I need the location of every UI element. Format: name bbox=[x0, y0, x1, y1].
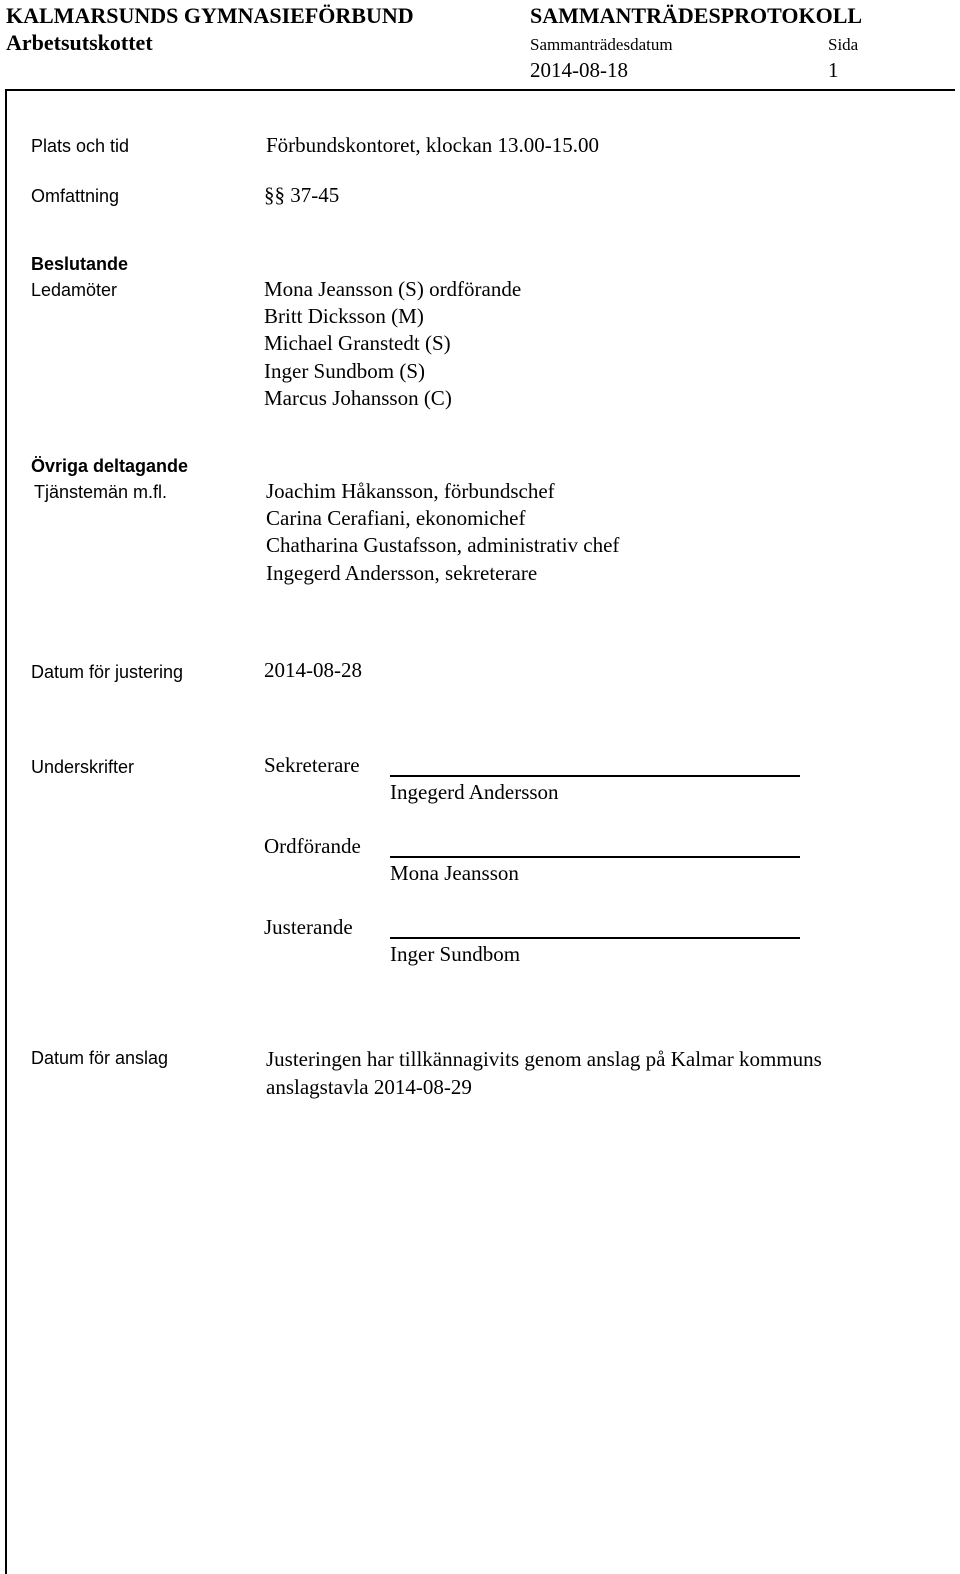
adjustment-date: 2014-08-28 bbox=[264, 658, 362, 682]
signature-role-secretary: Sekreterare bbox=[264, 753, 360, 777]
officials-list bbox=[266, 478, 619, 587]
place-value: Förbundskontoret, klockan 13.00-15.00 bbox=[266, 133, 600, 157]
organization-name: KALMARSUNDS GYMNASIEFÖRBUND bbox=[6, 3, 414, 28]
official-item: Carina Cerafiani, ekonomichef bbox=[266, 506, 526, 531]
member-item: Inger Sundbom (S) bbox=[264, 358, 425, 383]
other-participants-heading: Övriga deltagande bbox=[31, 456, 189, 476]
signature-line bbox=[390, 775, 800, 777]
official-item: Ingegerd Andersson, sekreterare bbox=[266, 560, 538, 585]
signatures-label: Underskrifter bbox=[31, 757, 135, 777]
frame-top-border bbox=[5, 89, 955, 91]
decision-makers-heading: Beslutande bbox=[31, 254, 129, 274]
meeting-date-label: Sammanträdesdatum bbox=[530, 35, 673, 54]
signature-name-adjuster: Inger Sundbom bbox=[390, 942, 521, 966]
member-item: Michael Granstedt (S) bbox=[264, 331, 451, 356]
page-label: Sida bbox=[828, 35, 859, 54]
posting-text bbox=[266, 1045, 822, 1101]
scope-value: §§ 37-45 bbox=[264, 183, 340, 207]
signature-role-chair: Ordförande bbox=[264, 834, 361, 858]
member-item: Mona Jeansson (S) ordförande bbox=[264, 277, 522, 301]
posting-text-line: Justeringen har tillkännagivits genom anslag på Kalmar kommuns bbox=[266, 1047, 822, 1071]
frame-left-border bbox=[5, 89, 7, 1574]
members-label: Ledamöter bbox=[31, 280, 118, 300]
signature-role-adjuster: Justerande bbox=[264, 915, 353, 939]
meeting-date: 2014-08-18 bbox=[530, 58, 628, 82]
signature-name-chair: Mona Jeansson bbox=[390, 861, 519, 885]
official-item: Joachim Håkansson, förbundschef bbox=[266, 479, 555, 503]
officials-label: Tjänstemän m.fl. bbox=[34, 482, 168, 502]
page-number: 1 bbox=[828, 58, 839, 82]
signature-name-secretary: Ingegerd Andersson bbox=[390, 780, 559, 804]
posting-text-line: anslagstavla 2014-08-29 bbox=[266, 1075, 472, 1099]
adjustment-date-label: Datum för justering bbox=[31, 662, 184, 682]
signature-line bbox=[390, 937, 800, 939]
posting-date-label: Datum för anslag bbox=[31, 1048, 169, 1068]
committee-name: Arbetsutskottet bbox=[6, 30, 153, 55]
document-title: SAMMANTRÄDESPROTOKOLL bbox=[530, 3, 863, 28]
official-item: Chatharina Gustafsson, administrativ chef bbox=[266, 533, 620, 558]
signature-line bbox=[390, 856, 800, 858]
members-list bbox=[264, 276, 521, 412]
place-label: Plats och tid bbox=[31, 136, 130, 156]
member-item: Britt Dicksson (M) bbox=[264, 304, 424, 329]
member-item: Marcus Johansson (C) bbox=[264, 385, 452, 410]
scope-label: Omfattning bbox=[31, 186, 120, 206]
